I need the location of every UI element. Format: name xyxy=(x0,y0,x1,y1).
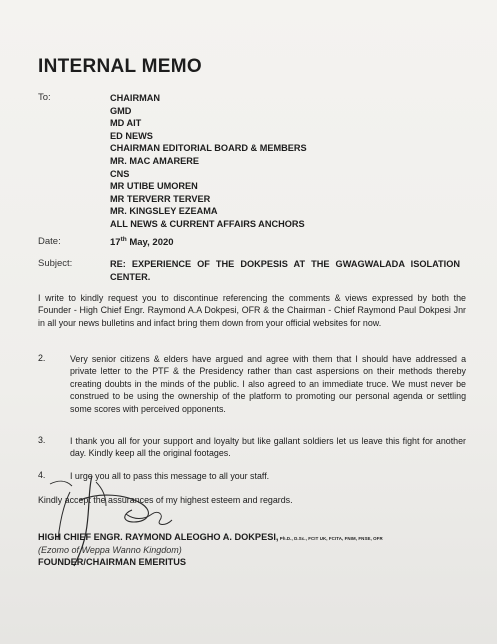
recipient: MR UTIBE UMOREN xyxy=(110,181,198,192)
signatory-name xyxy=(38,532,383,542)
date-day: 17 xyxy=(110,237,121,249)
recipient: MR TERVERR TERVER xyxy=(110,193,211,204)
recipient: CNS xyxy=(110,168,130,179)
paragraph-2: Very senior citizens & elders have argued and agree with them that I should have addressed a private letter to the PTF & the Presidency rather than cast aspersions on their methods thereby creating doubts in the minds of the public. I also agreed to an immediate truce. We must never be construed to be using the ownership of the platform to promoting our personal agenda or settling some scores with perceived opponents. xyxy=(70,354,466,414)
item-number: 4. xyxy=(38,470,46,480)
memo-title: INTERNAL MEMO xyxy=(38,56,202,77)
date-suffix: th xyxy=(120,236,127,243)
recipient: MR. MAC AMARERE xyxy=(110,155,199,166)
closing-line: Kindly accept the assurances of my highest esteem and regards. xyxy=(38,495,293,505)
recipient: GMD xyxy=(110,105,132,116)
paragraph-4: I urge you all to pass this message to all your staff. xyxy=(70,471,270,481)
item-number: 2. xyxy=(38,353,46,363)
recipient: MD AIT xyxy=(110,118,142,129)
paragraph-3: I thank you all for your support and loyalty but like gallant soldiers let us leave this fight for another day. Kindly keep all the original footages. xyxy=(70,436,466,459)
paragraph-1: I write to kindly request you to discontinue referencing the comments & views expressed by both the Founder - High Chief Engr. Raymond A.A Dokpesi, OFR & the Chairman - Chief Raymond Paul Dokpesi Jnr in all your news bulletins and infact bring them down from your official websites for now. xyxy=(38,293,466,328)
date-rest: May, 2020 xyxy=(126,237,174,249)
signatory-qualifications: Ph.D., D.Sc., FCIT UK, FCITA, FNIM, FNSE, OFR xyxy=(278,536,383,541)
signatory-name-text: HIGH CHIEF ENGR. RAYMOND ALEOGHO A. DOKPESI, xyxy=(38,532,279,542)
memo-date xyxy=(110,236,174,248)
subject-label: Subject: xyxy=(38,258,73,269)
to-label: To: xyxy=(38,92,51,103)
recipient-list xyxy=(110,92,307,231)
item-number: 3. xyxy=(38,435,46,445)
memo-subject: RE: EXPERIENCE OF THE DOKPESIS AT THE GWAGWALADA ISOLATION CENTER. xyxy=(110,259,460,282)
recipient: CHAIRMAN EDITORIAL BOARD & MEMBERS xyxy=(110,143,307,154)
recipient: CHAIRMAN xyxy=(110,93,161,103)
recipient: ED NEWS xyxy=(110,130,153,141)
recipient: ALL NEWS & CURRENT AFFAIRS ANCHORS xyxy=(110,218,305,229)
signatory-title: (Ezomo of Weppa Wanno Kingdom) xyxy=(38,545,182,555)
recipient: MR. KINGSLEY EZEAMA xyxy=(110,206,218,217)
signatory-role: FOUNDER/CHAIRMAN EMERITUS xyxy=(38,557,187,567)
date-label: Date: xyxy=(38,236,61,247)
